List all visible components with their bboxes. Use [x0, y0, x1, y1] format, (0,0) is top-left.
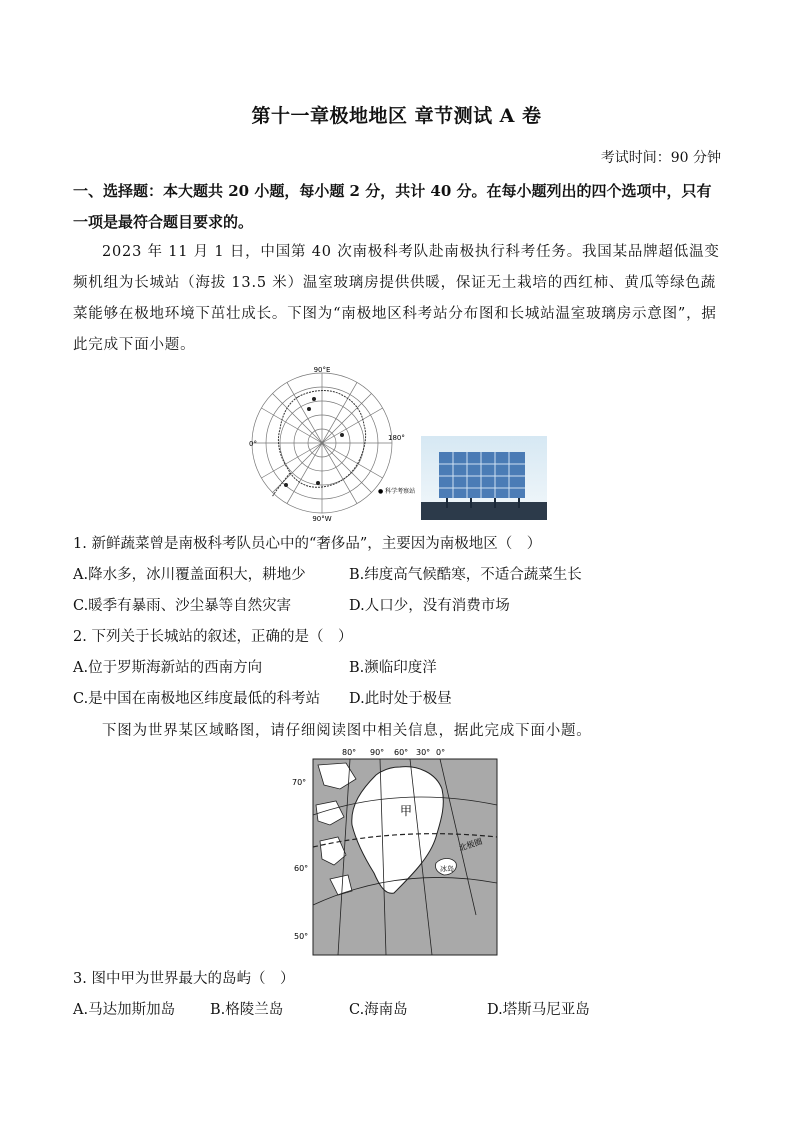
q3-option-c[interactable]: C.海南岛: [349, 1002, 408, 1018]
q3-option-a[interactable]: A.马达加斯加岛: [73, 1002, 176, 1018]
question-2-stem: 2. 下列关于长城站的叙述，正确的是（ ）: [73, 629, 353, 645]
label-180: 180°: [388, 434, 405, 442]
lon-label-4: 30°: [416, 748, 431, 757]
label-90w: 90°W: [312, 515, 332, 523]
exam-time: 考试时间：90 分钟: [600, 150, 721, 166]
antarctica-coastline: [272, 391, 366, 497]
section-heading: 一、选择题：本大题共 20 小题，每小题 2 分，共计 40 分。在每小题列出的四个选项中，只有一项是最符合题目要求的。: [73, 182, 712, 231]
q2-option-d[interactable]: D.此时处于极昼: [349, 691, 452, 707]
q3-option-d[interactable]: D.塔斯马尼亚岛: [487, 1002, 590, 1018]
legend-station: ● 科学考察站: [378, 488, 416, 495]
greenland-map: [290, 745, 502, 963]
lat-label-50: 50°: [294, 932, 309, 941]
lon-label-2: 90°: [370, 748, 385, 757]
station-dot: [312, 397, 316, 401]
passage-region: 下图为世界某区域略图，请仔细阅读图中相关信息，据此完成下面小题。: [102, 723, 592, 739]
lat-label-70: 70°: [292, 778, 307, 787]
station-dot: [307, 407, 311, 411]
q1-option-a[interactable]: A.降水多，冰川覆盖面积大，耕地少: [73, 567, 306, 583]
q1-option-d[interactable]: D.人口少，没有消费市场: [349, 598, 510, 614]
station-dot: [284, 483, 288, 487]
q1-option-b[interactable]: B.纬度高气候酷寒，不适合蔬菜生长: [349, 567, 582, 583]
q2-option-b[interactable]: B.濒临印度洋: [349, 660, 437, 676]
label-arctic-circle: 北极圈: [457, 836, 484, 853]
label-90e: 90°E: [313, 366, 331, 374]
label-0: 0°: [249, 440, 257, 448]
label-jia: 甲: [400, 804, 413, 818]
q2-option-a[interactable]: A.位于罗斯海新站的西南方向: [73, 660, 263, 676]
page-title: 第十一章极地地区 章节测试 A 卷: [251, 105, 542, 127]
q2-option-c[interactable]: C.是中国在南极地区纬度最低的科考站: [73, 691, 321, 707]
lon-label-3: 60°: [394, 748, 409, 757]
question-3-stem: 3. 图中甲为世界最大的岛屿（ ）: [73, 971, 295, 987]
q3-option-b[interactable]: B.格陵兰岛: [210, 1002, 284, 1018]
question-1-stem: 1. 新鲜蔬菜曾是南极科考队员心中的“奢侈品”，主要因为南极地区（ ）: [73, 536, 542, 552]
station-dot: [316, 481, 320, 485]
antarctica-map: [246, 365, 416, 527]
lon-label-5: 0°: [436, 748, 446, 757]
lon-label-1: 80°: [342, 748, 357, 757]
greenhouse-photo: [421, 436, 547, 524]
station-dot: [340, 433, 344, 437]
q1-option-c[interactable]: C.暖季有暴雨、沙尘暴等自然灾害: [73, 598, 292, 614]
passage-antarctica: 2023 年 11 月 1 日，中国第 40 次南极科考队赴南极执行科考任务。我国某品牌超低温变频机组为长城站（海拔 13.5 米）温室玻璃房提供供暖，保证无土栽培的西红柿、黄瓜等绿色蔬菜能够在极地环境下茁壮成长。下图为“南极地区科考站分布图和长城站温室玻璃房示意图”，据此完成下面小题。: [73, 244, 720, 353]
label-iceland: 冰岛: [440, 865, 454, 873]
lat-label-60: 60°: [294, 864, 309, 873]
